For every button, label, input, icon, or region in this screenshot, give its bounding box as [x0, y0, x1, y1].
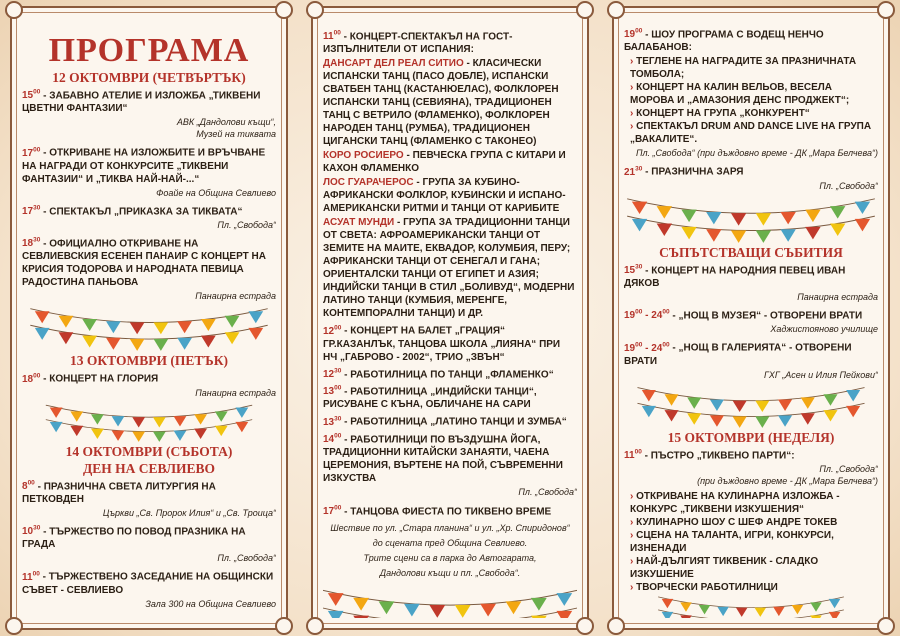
- event-location: Зала 300 на Община Севлиево: [145, 598, 276, 609]
- flag-icon: [248, 312, 263, 324]
- flag-icon: [710, 399, 724, 410]
- flag-icon: [194, 414, 207, 424]
- flag-icon: [699, 605, 711, 614]
- list-item: › ТВОРЧЕСКИ РАБОТИЛНИЦИ: [630, 581, 878, 594]
- group-entry: КОРО РОСИЕРО - ПЕВЧЕСКА ГРУПА С КИТАРИ И КАХОН ФЛАМЕНКО: [323, 150, 566, 175]
- flag-icon: [731, 230, 746, 242]
- list-item: › КОНЦЕРТ НА ГРУПА „КОНКУРЕНТ“: [630, 107, 878, 120]
- flag-icon: [680, 602, 692, 611]
- flag-icon: [756, 213, 771, 225]
- flag-icon: [132, 431, 145, 441]
- flag-icon: [132, 417, 145, 427]
- event-location: Църкви „Св. Пророк Илия“ и „Св. Троица“: [102, 507, 276, 518]
- flag-icon: [756, 230, 771, 242]
- flag-icon: [404, 604, 420, 617]
- event: $17^{00}$ - ТАНЦОВА ФИЕСТА ПО ТИКВЕНО ВРЕМЕ: [323, 504, 552, 518]
- flag-icon: [755, 400, 769, 411]
- flags: [632, 201, 870, 242]
- list-item: › СЦЕНА НА ТАЛАНТА, ИГРИ, КОНКУРСИ, ИЗНЕНАДИ: [630, 529, 878, 555]
- flag-icon: [681, 209, 696, 221]
- flag-icon: [778, 415, 792, 426]
- panel-right: [612, 6, 890, 630]
- event: $13^{00}$ - РАБОТИЛНИЦА „ИНДИЙСКИ ТАНЦИ“, РИСУВАНЕ С КЪНА, ОБЛИЧАНЕ НА САРИ: [323, 384, 537, 411]
- event-location: АВК „Дандолови къщи“, Музей на тиквата: [176, 117, 276, 140]
- flag-icon: [82, 336, 97, 348]
- event: $12^{00}$ - КОНЦЕРТ НА БАЛЕТ „ГРАЦИЯ“ ГР.КАЗАНЛЪК, ТАНЦОВА ШКОЛА „ЛИЯНА“ ПРИ НЧ „ГАБРОВО - 2002“, ТРИО „ЗВЪН“: [323, 324, 561, 363]
- event: $21^{30}$ - ПРАЗНИЧНА ЗАРЯ: [624, 165, 744, 178]
- flag-icon: [733, 416, 747, 427]
- event: $15^{30}$ - КОНЦЕРТ НА НАРОДНИЯ ПЕВЕЦ ИВАН ДЯКОВ: [624, 263, 846, 289]
- flag-icon: [662, 599, 674, 608]
- list-item: › СПЕКТАКЪЛ DRUM AND DANCE LIVE НА ГРУПА „ВАКАЛИТЕ“.: [630, 120, 878, 146]
- flag-icon: [846, 390, 860, 401]
- flag-icon: [687, 397, 701, 408]
- flag-icon: [480, 604, 496, 617]
- event: $12^{30}$ - РАБОТИЛНИЦА ПО ТАНЦИ „ФЛАМЕНКО“: [323, 367, 554, 380]
- flag-icon: [50, 407, 63, 417]
- flag-icon: [59, 333, 74, 345]
- flag-icon: [830, 223, 845, 235]
- event: $18^{00}$ - КОНЦЕРТ НА ГЛОРИЯ: [22, 372, 159, 385]
- list-item: › ТЕГЛЕНЕ НА НАГРАДИТЕ ЗА ПРАЗНИЧНАТА ТОМБОЛА;: [630, 55, 878, 81]
- day-heading: 15 ОКТОМВРИ (НЕДЕЛЯ): [667, 429, 835, 445]
- event: $13^{30}$ - РАБОТИЛНИЦА „ЛАТИНО ТАНЦИ И ЗУМБА“: [323, 415, 567, 428]
- event-location: Пл. „Свобода“: [819, 180, 878, 191]
- flag-icon: [657, 206, 672, 218]
- flag-icon: [805, 209, 820, 221]
- flag-icon: [780, 229, 795, 241]
- page-title: ПРОГРАМА: [48, 32, 250, 69]
- bunting-decoration: [323, 584, 577, 618]
- flag-icon: [855, 219, 870, 231]
- flag-icon: [225, 333, 240, 345]
- flag-icon: [353, 598, 369, 611]
- flag-icon: [731, 213, 746, 225]
- event: $19^{00} - 24^{00}$ - „НОЩ В ГАЛЕРИЯТА“ - ОТВОРЕНИ ВРАТИ: [624, 341, 852, 367]
- event: $17^{30}$ - СПЕКТАКЪЛ „ПРИКАЗКА ЗА ТИКВАТА“: [22, 204, 243, 217]
- flag-icon: [235, 422, 248, 432]
- event: $11^{00}$ - ПЪСТРО „ТИКВЕНО ПАРТИ“:: [624, 448, 795, 461]
- event-location: Пл. „Свобода“: [217, 553, 276, 564]
- group-entry: ЛОС ГУАРАЧЕРОС - ГРУПА ЗА КУБИНО-АФРИКАНСКИ ФОЛКЛОР, КУБИНСКИ И ИСПАНО-АМЕРИКАНСКИ РИТМИ И ТАНЦИ ОТ КАРИБИТЕ: [323, 177, 566, 215]
- flag-icon: [632, 219, 647, 231]
- flag-icon: [706, 229, 721, 241]
- flags: [662, 599, 841, 618]
- list-item: › КУЛИНАРНО ШОУ С ШЕФ АНДРЕ ТОКЕВ: [630, 516, 878, 529]
- flag-icon: [642, 390, 656, 401]
- flags: [35, 312, 263, 352]
- flag-icon: [823, 410, 837, 421]
- flag-icon: [680, 615, 692, 618]
- flag-icon: [556, 611, 572, 618]
- day-heading: 14 ОКТОМВРИ (СЪБОТА): [65, 443, 233, 459]
- flag-icon: [531, 616, 547, 618]
- flag-icon: [106, 322, 121, 334]
- event: $10^{30}$ - ТЪРЖЕСТВО ПО ПОВОД ПРАЗНИКА НА ГРАДА: [22, 524, 246, 551]
- flag-icon: [755, 608, 767, 617]
- event-location: Хаджистояново училище: [770, 324, 878, 335]
- flag-icon: [810, 615, 822, 618]
- flag-icon: [91, 428, 104, 438]
- flag-icon: [801, 413, 815, 424]
- flag-icon: [556, 593, 572, 606]
- flag-icon: [177, 322, 192, 334]
- flag-icon: [801, 397, 815, 408]
- flag-icon: [248, 328, 263, 340]
- list-item: › КОНЦЕРТ НА КАЛИН ВЕЛЬОВ, ВЕСЕЛА МОРОВА И „АМАЗОНИЯ ДЕНС ПРОДЖЕКТ“;: [630, 81, 878, 107]
- flag-icon: [35, 328, 50, 340]
- flag-icon: [112, 416, 125, 426]
- day-heading: 12 ОКТОМВРИ (ЧЕТВЪРТЪК): [52, 70, 246, 85]
- flag-icon: [353, 616, 369, 618]
- flag-icon: [112, 430, 125, 440]
- flag-icon: [632, 201, 647, 213]
- flag-icon: [829, 612, 841, 618]
- flag-icon: [130, 339, 145, 351]
- flag-icon: [130, 323, 145, 335]
- flag-icon: [215, 425, 228, 435]
- flag-icon: [823, 394, 837, 405]
- flag-icon: [455, 605, 471, 618]
- flag-icon: [664, 410, 678, 421]
- event: $11^{00}$ - ТЪРЖЕСТВЕНО ЗАСЕДАНИЕ НА ОБЩИНСКИ СЪВЕТ - СЕВЛИЕВО: [22, 570, 274, 596]
- flag-icon: [154, 323, 169, 335]
- event: $19^{00} - 24^{00}$ - „НОЩ В МУЗЕЯ“ - ОТВОРЕНИ ВРАТИ: [624, 308, 863, 322]
- flag-icon: [846, 406, 860, 417]
- group-entry: АСУАТ МУНДИ - ГРУПА ЗА ТРАДИЦИОННИ ТАНЦИ ОТ СВЕТА: АФРОАМЕРИКАНСКИ ТАНЦИ ОТ ЗЕМИТЕ НА МАИТЕ, ЕКВАДОР, КОЛУМБИЯ, ПЕРУ; АФРИКАНСКИ ТАНЦИ ОТ СЕНЕГАЛ И ГАНА; ОРИЕНТАЛСКИ ТАНЦИ ОТ ЕГИПЕТ И АЗИЯ; ИНДИЙСКИ ТАНЦИ В СТИЛ „БОЛИВУД“, МОДЕРНИ ЛАТИНО ТАНЦИ (КУМБИЯ, МЕРЕНГЕ, КОНТЕМПОРАЛНИ ТАНЦИ) И ДР.: [323, 217, 575, 320]
- flag-icon: [687, 413, 701, 424]
- flag-icon: [773, 607, 785, 616]
- event-location: Пл. „Свобода“ (при дъждовно време - ДК „Мара Белчева“): [635, 148, 878, 159]
- list-item: › ОТКРИВАНЕ НА КУЛИНАРНА ИЗЛОЖБА - КОНКУРС „ТИКВЕНИ ИЗКУШЕНИЯ“: [630, 490, 878, 516]
- flag-icon: [531, 598, 547, 611]
- flag-icon: [506, 602, 522, 615]
- flag-icon: [177, 338, 192, 350]
- flag-icon: [235, 407, 248, 417]
- bunting-decoration: [624, 195, 878, 243]
- flag-icon: [706, 212, 721, 224]
- flag-icon: [154, 339, 169, 351]
- flag-icon: [855, 201, 870, 213]
- list-item: › НАЙ-ДЪЛГИЯТ ТИКВЕНИК - СЛАДКО ИЗКУШЕНИЕ: [630, 555, 878, 581]
- flag-icon: [50, 422, 63, 432]
- flag-icon: [35, 312, 50, 324]
- flag-icon: [215, 411, 228, 421]
- flag-icon: [778, 399, 792, 410]
- section-heading: СЪПЪТСТВАЩИ СЪБИТИЯ: [659, 244, 843, 260]
- panel-middle: [311, 6, 589, 630]
- flags: [642, 390, 860, 428]
- flag-icon: [174, 430, 187, 440]
- event-location: Пл. „Свобода“: [217, 219, 276, 230]
- flags: [50, 407, 249, 441]
- flag-icon: [70, 411, 83, 421]
- flag-icon: [153, 417, 166, 427]
- flag-icon: [225, 316, 240, 328]
- day-heading: 13 ОКТОМВРИ (ПЕТЪК): [70, 353, 228, 369]
- bunting-decoration: [624, 384, 878, 428]
- bunting-decoration: [22, 305, 276, 351]
- flag-icon: [717, 607, 729, 616]
- flag-icon: [710, 415, 724, 426]
- flag-icon: [662, 612, 674, 618]
- bunting-decoration: [22, 402, 276, 442]
- flag-icon: [82, 319, 97, 331]
- flag-icon: [174, 416, 187, 426]
- flag-icon: [70, 425, 83, 435]
- event-location: Шествие по ул. „Стара планина“ и ул. „Хр. Спиридонов“ до сцената пред Община Севлиево. Трите сцени са в парка до Автогарата, Дандолови къщи и пл. „Свобода“.: [330, 523, 570, 579]
- flag-icon: [59, 316, 74, 328]
- group-entry: ДАНСАРТ ДЕЛ РЕАЛ СИТИО - КЛАСИЧЕСКИ ИСПАНСКИ ТАНЦ (ПАСО ДОБЛЕ), ИСПАНСКИ СВАТБЕН ТАНЦ (КАСТАНЮЕЛАС), ФОЛКЛОРЕН ИСПАНСКИ ТАНЦ (СЕВИЯНА), ТРАДИЦИОНЕН ТАНЦ С ВЕТРИЛО (ФЛАМЕНКО), ФОЛКЛОРЕН НАРОДЕН ТАНЦ (РУМБА), ТРАДИЦИОНЕН ЦИГАНСКИ ТАНЦ (ФЛАМЕНКО С ТАКОНЕО): [323, 58, 559, 148]
- panel-left: [10, 6, 288, 630]
- flag-icon: [328, 593, 344, 606]
- flag-icon: [106, 338, 121, 350]
- event-location: Фоайе на Община Севлиево: [156, 187, 276, 198]
- flag-icon: [194, 428, 207, 438]
- event: $14^{00}$ - РАБОТИЛНИЦИ ПО ВЪЗДУШНА ЙОГА, ТРАДИЦИОННИ КИТАЙСКИ ЗАНАЯТИ, ЧАЕНА ЦЕРЕМОНИЯ, ВЪРТЕНЕ НА ПОЙ, СЪВРЕМЕННИ ИЗКУСТВА: [323, 432, 563, 484]
- flag-icon: [379, 602, 395, 615]
- flag-icon: [657, 223, 672, 235]
- flag-icon: [830, 206, 845, 218]
- event-location: Панаирна естрада: [797, 291, 878, 302]
- flag-icon: [780, 212, 795, 224]
- flag-icon: [201, 336, 216, 348]
- flag-icon: [810, 602, 822, 611]
- event-location: ГХГ „Асен и Илия Пейкови“: [764, 369, 878, 380]
- flag-icon: [733, 400, 747, 411]
- flag-icon: [664, 394, 678, 405]
- bunting-decoration: [624, 594, 878, 618]
- flag-icon: [792, 605, 804, 614]
- flag-icon: [328, 611, 344, 618]
- event: $17^{00}$ - ОТКРИВАНЕ НА ИЗЛОЖБИТЕ И ВРЪЧВАНЕ НА НАГРАДИ ОТ КОНКУРСИТЕ „ТИКВЕНИ ФАНТАЗИИ“ И „ТИКВА НАЙ-НАЙ-...“: [22, 146, 266, 185]
- day-subheading: ДЕН НА СЕВЛИЕВО: [82, 460, 216, 476]
- event: $11^{00}$ - КОНЦЕРТ-СПЕКТАКЪЛ НА ГОСТ-ИЗПЪЛНИТЕЛИ ОТ ИСПАНИЯ:: [323, 30, 513, 56]
- flag-icon: [642, 406, 656, 417]
- event-location: Панаирна естрада: [195, 291, 276, 302]
- event: $15^{00}$ - ЗАБАВНО АТЕЛИЕ И ИЗЛОЖБА „ТИКВЕНИ ЦВЕТНИ ФАНТАЗИИ“: [22, 89, 261, 115]
- flag-icon: [429, 605, 445, 618]
- event: $8^{00}$ - ПРАЗНИЧНА СВЕТА ЛИТУРГИЯ НА ПЕТКОВДЕН: [22, 479, 216, 505]
- event-location: Пл. „Свобода“: [518, 486, 577, 497]
- flag-icon: [681, 227, 696, 239]
- flag-icon: [755, 416, 769, 427]
- event-location: Пл. „Свобода“ (при дъждовно време - ДК „Мара Белчева“): [697, 463, 878, 486]
- event: $18^{30}$ - ОФИЦИАЛНО ОТКРИВАНЕ НА СЕВЛИЕВСКИЯ ЕСЕНЕН ПАНАИР С КОНЦЕРТ НА КРИСИЯ ТОДОРОВА И НАРОДНАТА ПЕВИЦА РАДОСТИНА ПАНЬОВА: [22, 236, 266, 289]
- event-location: Панаирна естрада: [195, 387, 276, 398]
- flag-icon: [805, 227, 820, 239]
- flag-icon: [153, 431, 166, 441]
- flag-icon: [736, 608, 748, 617]
- flag-icon: [829, 599, 841, 608]
- flag-icon: [91, 414, 104, 424]
- event: $19^{00}$ - ШОУ ПРОГРАМА С ВОДЕЩ НЕНЧО БАЛАБАНОВ:: [624, 28, 824, 54]
- flag-icon: [201, 319, 216, 331]
